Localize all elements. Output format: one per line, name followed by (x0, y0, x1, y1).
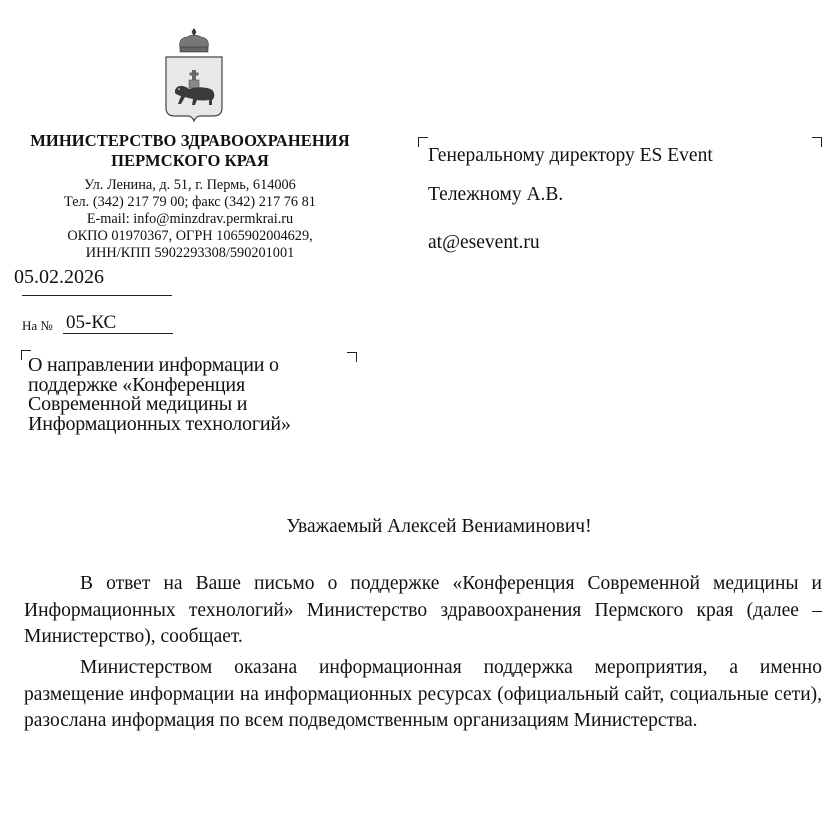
body-paragraph-1 (24, 571, 822, 651)
org-registry: ОКПО 01970367, ОГРН 1065902004629, (67, 228, 313, 244)
body-paragraph-2 (24, 655, 822, 735)
reference-label: На № (22, 318, 53, 333)
reference-number: 05-КС (66, 312, 117, 333)
org-name-line1: МИНИСТЕРСТВО ЗДРАВООХРАНЕНИЯ (30, 131, 350, 150)
org-phones: Тел. (342) 217 79 00; факс (342) 217 76 81 (64, 194, 316, 210)
document-date: 05.02.2026 (14, 266, 104, 288)
org-name-line2: ПЕРМСКОГО КРАЯ (111, 151, 269, 170)
body-paragraph-2-text: Министерством оказана информационная поддержка мероприятия, а именно размещение информации на информационных ресурсах (официальный сайт, социальные сети), разослана информация по всем подведомственным организациям Министерства. (24, 657, 822, 731)
addressee-name: Тележному А.В. (428, 184, 564, 205)
date-underline (22, 295, 172, 296)
addressee-position: Генеральному директору ES Event (428, 145, 713, 166)
reference-underline (63, 333, 173, 334)
coat-of-arms-icon (163, 28, 225, 124)
addressee-email[interactable]: at@esevent.ru (428, 232, 540, 253)
org-address: Ул. Ленина, д. 51, г. Пермь, 614006 (84, 177, 296, 193)
addressee-corner-right-mark (812, 137, 822, 147)
addressee-corner-left-mark (418, 137, 428, 147)
org-email: E-mail: info@minzdrav.permkrai.ru (86, 211, 294, 227)
document-subject: О направлении информации о поддержке «Конференция Современной медицины и Информационных технологий» (28, 354, 291, 435)
org-tax-ids: ИНН/КПП 5902293308/590201001 (85, 245, 295, 261)
subject-corner-right-mark (347, 352, 357, 362)
body-paragraph-1-text: В ответ на Ваше письмо о поддержке «Конференция Современной медицины и Информационных технологий» Министерство здравоохранения Пермского края (далее – Министерство), сообщает. (24, 573, 822, 647)
salutation: Уважаемый Алексей Вениаминович! (286, 516, 592, 537)
